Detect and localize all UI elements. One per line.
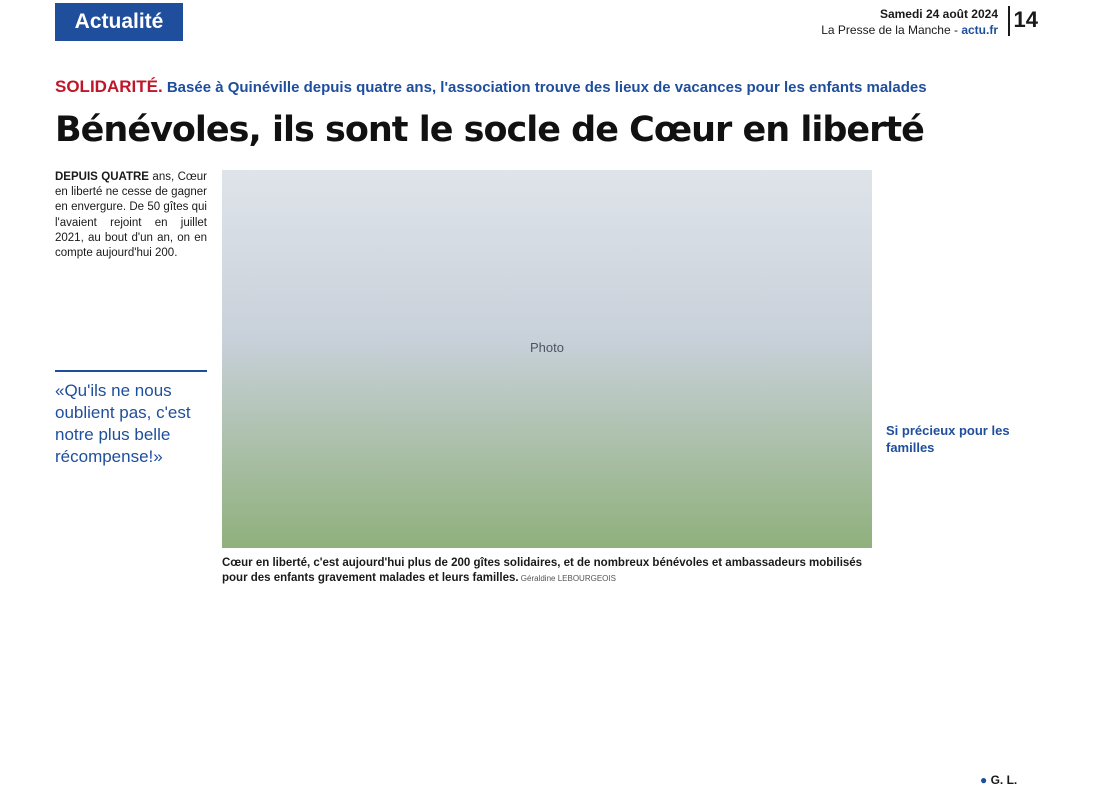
article-photo xyxy=(222,170,872,548)
page-number: 14 xyxy=(1013,7,1038,32)
pull-quote: «Qu'ils ne nous oublient pas, c'est notre plus belle récompense!» xyxy=(55,370,207,468)
kicker-text: Basée à Quinéville depuis quatre ans, l'association trouve des lieux de vacances pour les enfants malades xyxy=(162,79,927,96)
photo-caption xyxy=(222,556,872,586)
signature-bullet: ● xyxy=(980,773,991,787)
lead-text: ans, Cœur en liberté ne cesse de gagner en envergure. De 50 gîtes qui l'avaient rejoint en juillet 2021, au bout d'un an, on en compte aujourd'hui 200. xyxy=(55,171,207,260)
publication-name: La Presse de la Manche - xyxy=(821,23,962,37)
signature-text: G. L. xyxy=(990,773,1018,787)
lead-caps: DEPUIS QUATRE xyxy=(55,171,149,183)
subhead: Si précieux pour les familles xyxy=(886,423,1010,455)
headline: Bénévoles, ils sont le socle de Cœur en liberté xyxy=(55,110,924,150)
author-signature xyxy=(980,773,1017,787)
photo-credit: Géraldine LEBOURGEOIS xyxy=(518,574,616,583)
caption-text: Cœur en liberté, c'est aujourd'hui plus de 200 gîtes solidaires, et de nombreux bénévoles et ambassadeurs mobilisés pour des enfants gravement malades et leurs familles. xyxy=(222,557,863,584)
issue-date: Samedi 24 août 2024 xyxy=(879,7,998,21)
section-label: Actualité xyxy=(55,3,183,41)
kicker: SOLIDARITÉ. xyxy=(55,77,163,96)
publication-line xyxy=(821,22,998,38)
date-block xyxy=(821,6,998,38)
page-header xyxy=(0,0,1094,44)
publication-site: actu.fr xyxy=(961,23,998,37)
photo-label: Photo xyxy=(530,340,564,355)
page-number-divider xyxy=(1008,6,1010,36)
kicker-line xyxy=(55,77,1055,97)
lead-paragraph xyxy=(55,170,207,261)
